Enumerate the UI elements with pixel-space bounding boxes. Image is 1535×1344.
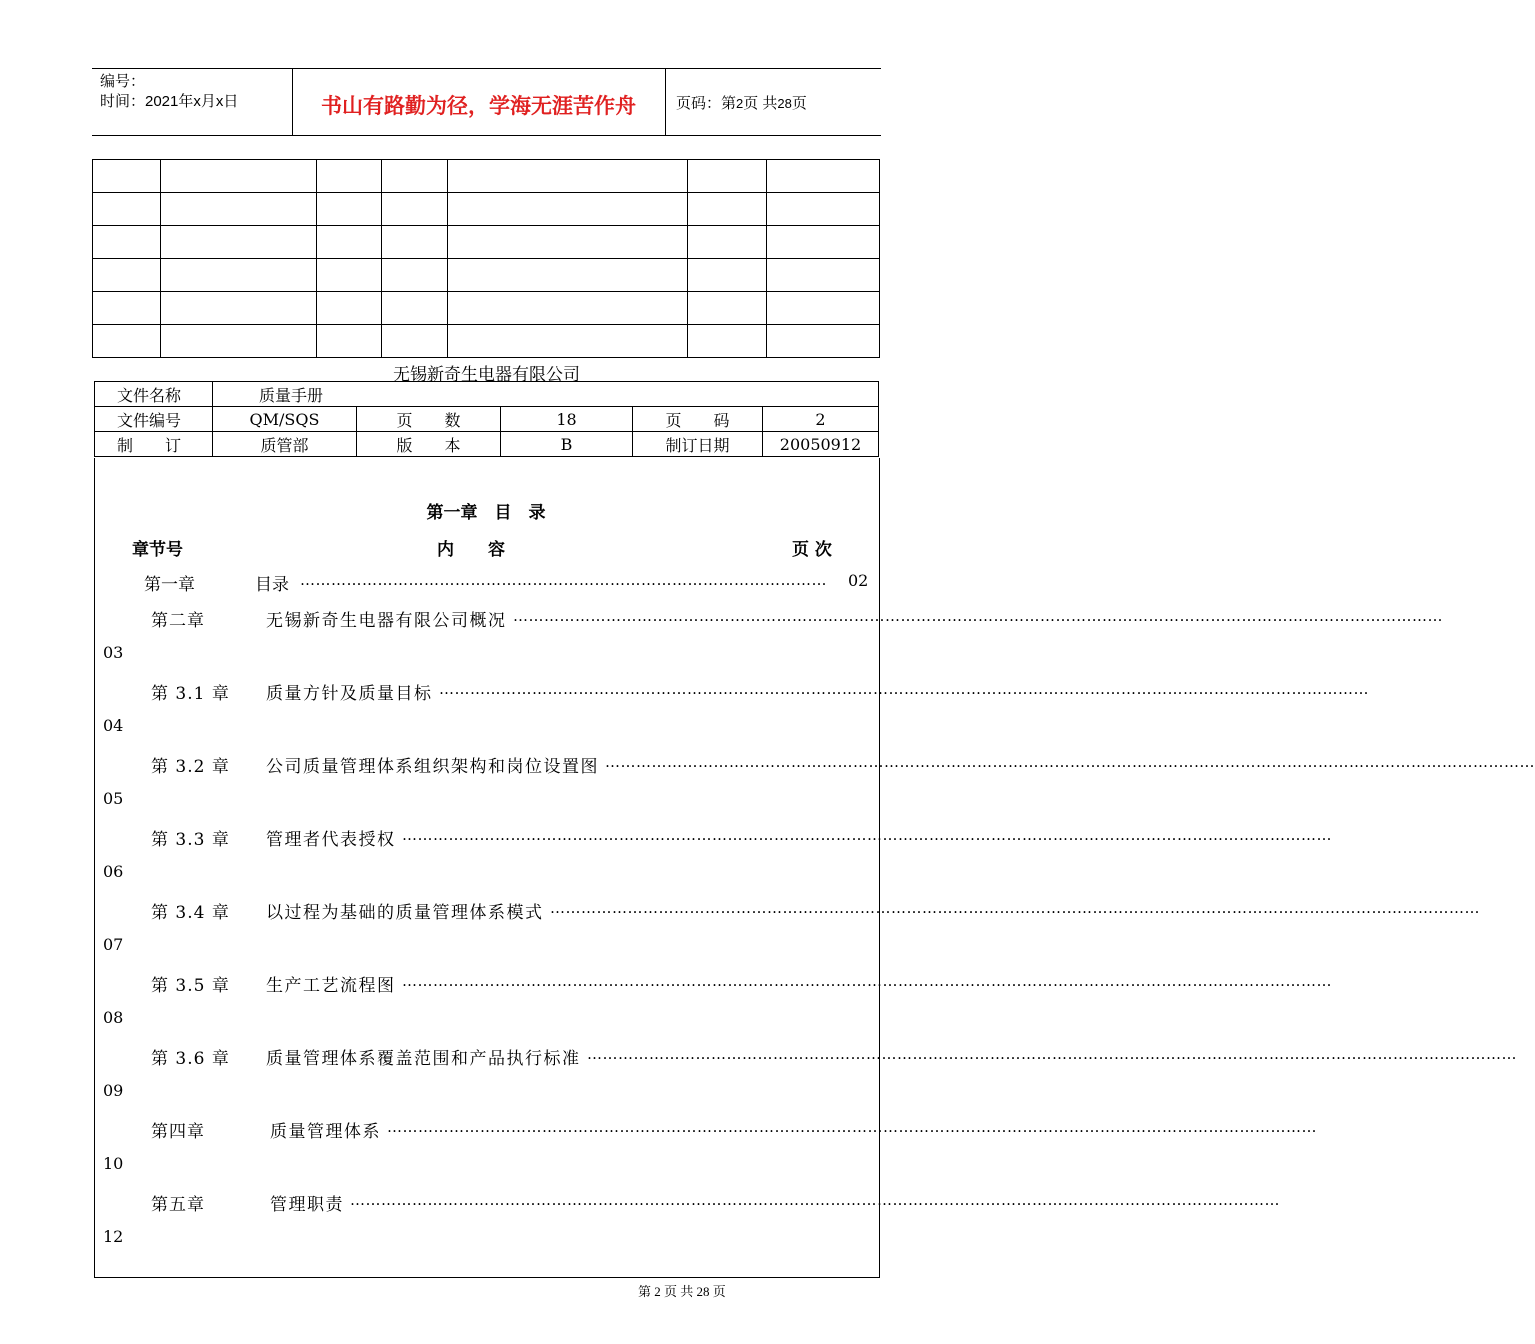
file-no-label: 文件编号 [95, 407, 213, 432]
toc-entry-page: 10 [103, 1154, 124, 1173]
toc-entry-page: 08 [103, 1008, 124, 1027]
toc-entry-chapter: 第 3.3 章 [151, 830, 230, 850]
toc-entry-title: 质量管理体系覆盖范围和产品执行标准 [266, 1049, 581, 1069]
file-name-value: 质量手册 [213, 382, 879, 407]
footer-mid: 页 共 [664, 1284, 694, 1299]
toc-leader-dots: ……………………………………………………………………………………………………………………………………………………………… [587, 1045, 1517, 1063]
header-motto: 书山有路勤为径，学海无涯苦作舟 [321, 94, 636, 118]
toc-entry-page: 02 [848, 571, 869, 590]
toc-leader-dots: ……………………………………………………………………………………………………………………………………………………………… [402, 972, 1332, 990]
toc-entry-chapter: 第五章 [151, 1195, 205, 1215]
toc-entry-page: 05 [103, 789, 124, 808]
toc-entry-chapter: 第 3.6 章 [151, 1049, 230, 1069]
toc-title: 第一章 目 录 [426, 503, 546, 523]
pages-label: 页 数 [357, 407, 501, 432]
toc-leader-dots: ……………………………………………………………………………………………………………………………………………………………… [439, 680, 1369, 698]
toc-entry-chapter: 第 3.2 章 [151, 757, 230, 777]
footer-total-pages: 28 [696, 1284, 710, 1299]
grid-row [93, 226, 880, 259]
toc-leader-dots: ……………………………………………………………………………………………………………………………………………………………… [387, 1118, 1317, 1136]
toc-col-chapter: 章节号 [132, 540, 183, 560]
header-page-total: 28 [777, 96, 792, 111]
header-bottom-rule [92, 135, 881, 136]
toc-leader-dots: ……………………………………………………………………………………………………………………………………………………………… [402, 826, 1332, 844]
version-value: B [501, 432, 633, 457]
toc-entry-title: 管理者代表授权 [266, 830, 396, 850]
header-divider [665, 68, 666, 135]
toc-entry-title: 质量管理体系 [270, 1122, 381, 1142]
toc-entry-title: 目录 [255, 575, 289, 595]
toc-col-page: 页 次 [792, 540, 832, 560]
toc-entry-title: 生产工艺流程图 [266, 976, 396, 996]
toc-entry-title: 公司质量管理体系组织架构和岗位设置图 [266, 757, 599, 777]
toc-leader-dots: ……………………………………………………………………………………………………………………………………………………………… [350, 1191, 1280, 1209]
header-page-label: 页码：第 [676, 95, 737, 112]
toc-entry-chapter: 第 3.5 章 [151, 976, 230, 996]
header-page-indicator [676, 92, 807, 113]
blank-revision-grid [92, 159, 880, 358]
toc-entry-page: 06 [103, 862, 124, 881]
header-page-end: 页 [791, 95, 807, 112]
footer-current-page: 2 [654, 1284, 661, 1299]
company-name: 无锡新奇生电器有限公司 [393, 365, 580, 385]
header-page-mid: 页 共 [743, 95, 778, 112]
page-no-value: 2 [763, 407, 879, 432]
page-no-label: 页 码 [633, 407, 763, 432]
header-page-current: 2 [736, 96, 744, 111]
toc-entry-title: 管理职责 [270, 1195, 344, 1215]
toc-leader-dots: ……………………………………………………………………………………………………………………………………………………………… [550, 899, 1480, 917]
toc-entry-chapter: 第四章 [151, 1122, 205, 1142]
version-label: 版 本 [357, 432, 501, 457]
document-time: 时间：2021年x月x日 [100, 93, 239, 110]
date-value: 20050912 [763, 432, 879, 457]
toc-entry-page: 09 [103, 1081, 124, 1100]
grid-row [93, 292, 880, 325]
toc-entry-page: 03 [103, 643, 124, 662]
toc-entry-title: 无锡新奇生电器有限公司概况 [266, 611, 507, 631]
document-info-table [94, 381, 879, 457]
toc-col-content: 内 容 [437, 540, 505, 560]
pages-value: 18 [501, 407, 633, 432]
toc-entry-title: 质量方针及质量目标 [266, 684, 433, 704]
date-label: 制订日期 [633, 432, 763, 457]
file-no-value: QM/SQS [213, 407, 357, 432]
header-meta [100, 72, 238, 112]
toc-leader-dots: ……………………………………………………………………………………………………………………………………………………………… [513, 607, 1443, 625]
toc-entry-chapter: 第二章 [151, 611, 205, 631]
revise-value: 质管部 [213, 432, 357, 457]
grid-row [93, 325, 880, 358]
info-row [95, 432, 879, 457]
revise-label: 制 订 [95, 432, 213, 457]
grid-row [93, 160, 880, 193]
toc-entry-title: 以过程为基础的质量管理体系模式 [266, 903, 544, 923]
header-top-rule [92, 68, 881, 69]
info-row [95, 407, 879, 432]
toc-entry-chapter: 第 3.1 章 [151, 684, 230, 704]
toc-entry-page: 07 [103, 935, 124, 954]
grid-row [93, 193, 880, 226]
info-row [95, 382, 879, 407]
toc-entry-page: 12 [103, 1227, 124, 1246]
footer-prefix: 第 [638, 1284, 652, 1299]
toc-entry-chapter: 第 3.4 章 [151, 903, 230, 923]
toc-entry-chapter: 第一章 [144, 575, 195, 595]
file-name-label: 文件名称 [95, 382, 213, 407]
page-footer [638, 1281, 726, 1300]
grid-row [93, 259, 880, 292]
document-number-label: 编号： [100, 73, 146, 90]
toc-leader-dots: ………………………………………………………………………………………… [300, 571, 827, 589]
footer-suffix: 页 [712, 1284, 726, 1299]
toc-leader-dots: ……………………………………………………………………………………………………………………………………………………………… [605, 753, 1535, 771]
toc-entry-page: 04 [103, 716, 124, 735]
